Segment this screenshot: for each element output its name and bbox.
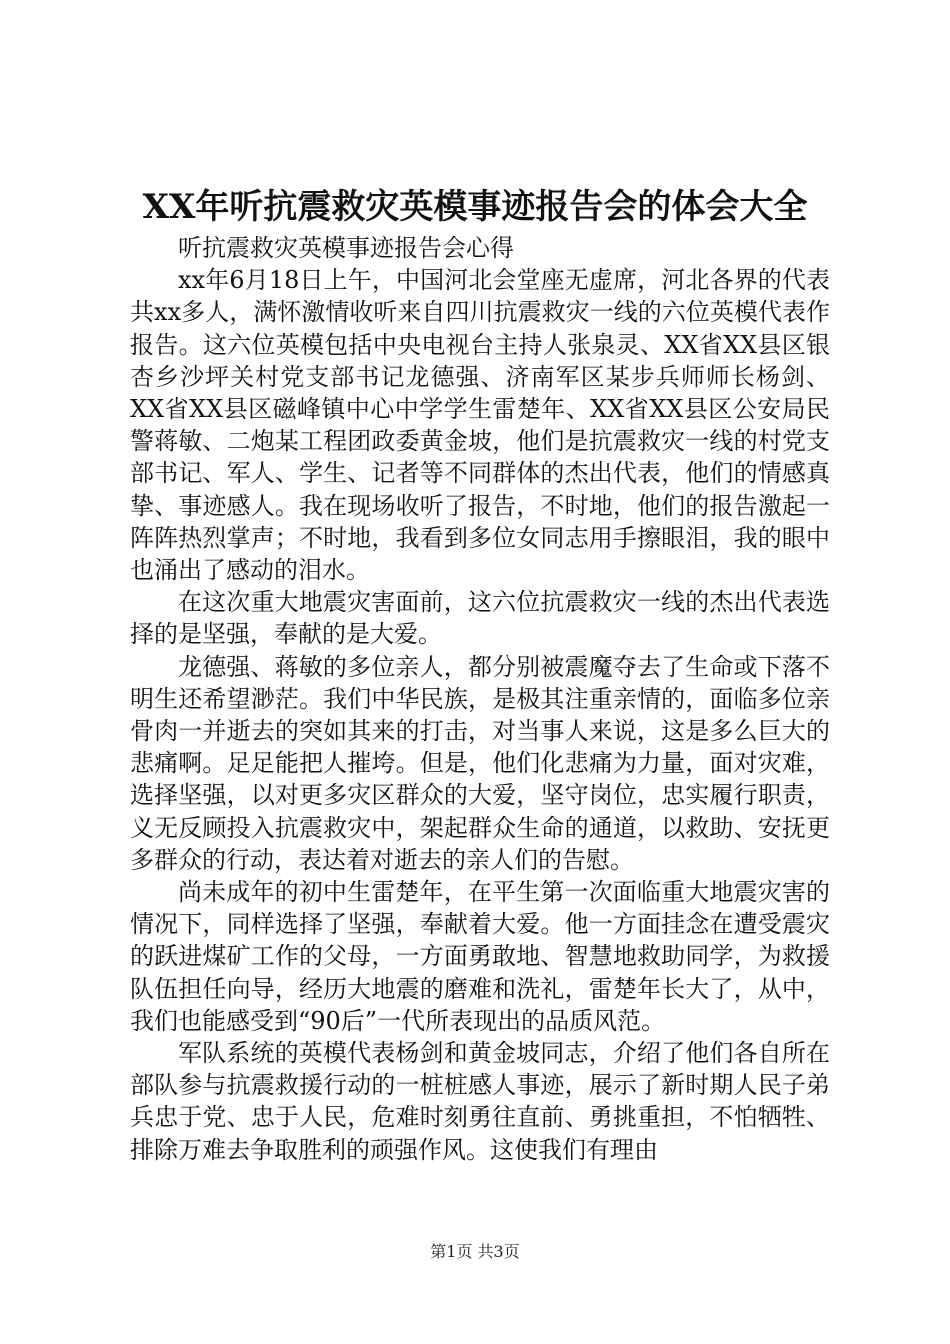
- document-subtitle: 听抗震救灾英模事迹报告会心得: [178, 234, 514, 262]
- paragraph: 龙德强、蒋敏的多位亲人，都分别被震魔夺去了生命或下落不明生还希望渺茫。我们中华民族，是极其注重亲情的，面临多位亲骨肉一并逝去的突如其来的打击，对当事人来说，这是多么巨大的悲痛啊。足足能把人摧垮。但是，他们化悲痛为力量，面对灾难，选择坚强，以对更多灾区群众的大爱，坚守岗位，忠实履行职责，义无反顾投入抗震救灾中，架起群众生命的通道，以救助、安抚更多群众的行动，表达着对逝去的亲人们的告慰。: [130, 652, 830, 874]
- page-footer: 第1页 共3页: [430, 1242, 520, 1261]
- paragraph: 在这次重大地震灾害面前，这六位抗震救灾一线的杰出代表选择的是坚强，奉献的是大爱。: [130, 588, 830, 649]
- paragraph: 尚未成年的初中生雷楚年，在平生第一次面临重大地震灾害的情况下，同样选择了坚强，奉献着大爱。他一方面挂念在遭受震灾的跃进煤矿工作的父母，一方面勇敢地、智慧地救助同学，为救援队伍担任向导，经历大地震的磨难和洗礼，雷楚年长大了，从中，我们也能感受到“90后”一代所表现出的品质风范。: [130, 878, 830, 1035]
- paragraph: xx年6月18日上午，中国河北会堂座无虚席，河北各界的代表共xx多人，满怀激情收听来自四川抗震救灾一线的六位英模代表作报告。这六位英模包括中央电视台主持人张泉灵、XX省XX县区银杏乡沙坪关村党支部书记龙德强、济南军区某步兵师师长杨剑、XX省XX县区磁峰镇中心中学学生雷楚年、XX省XX县区公安局民警蒋敏、二炮某工程团政委黄金坡，他们是抗震救灾一线的村党支部书记、军人、学生、记者等不同群体的杰出代表，他们的情感真挚、事迹感人。我在现场收听了报告，不时地，他们的报告激起一阵阵热烈掌声；不时地，我看到多位女同志用手擦眼泪，我的眼中也涌出了感动的泪水。: [130, 266, 830, 585]
- document-body: [130, 232, 830, 1166]
- document-title: XX年听抗震救灾英模事迹报告会的体会大全: [142, 187, 808, 227]
- paragraph: 军队系统的英模代表杨剑和黄金坡同志，介绍了他们各自所在部队参与抗震救援行动的一桩桩感人事迹，展示了新时期人民子弟兵忠于党、忠于人民，危难时刻勇往直前、勇挑重担，不怕牺牲、排除万难去争取胜利的顽强作风。这使我们有理由: [130, 1039, 830, 1164]
